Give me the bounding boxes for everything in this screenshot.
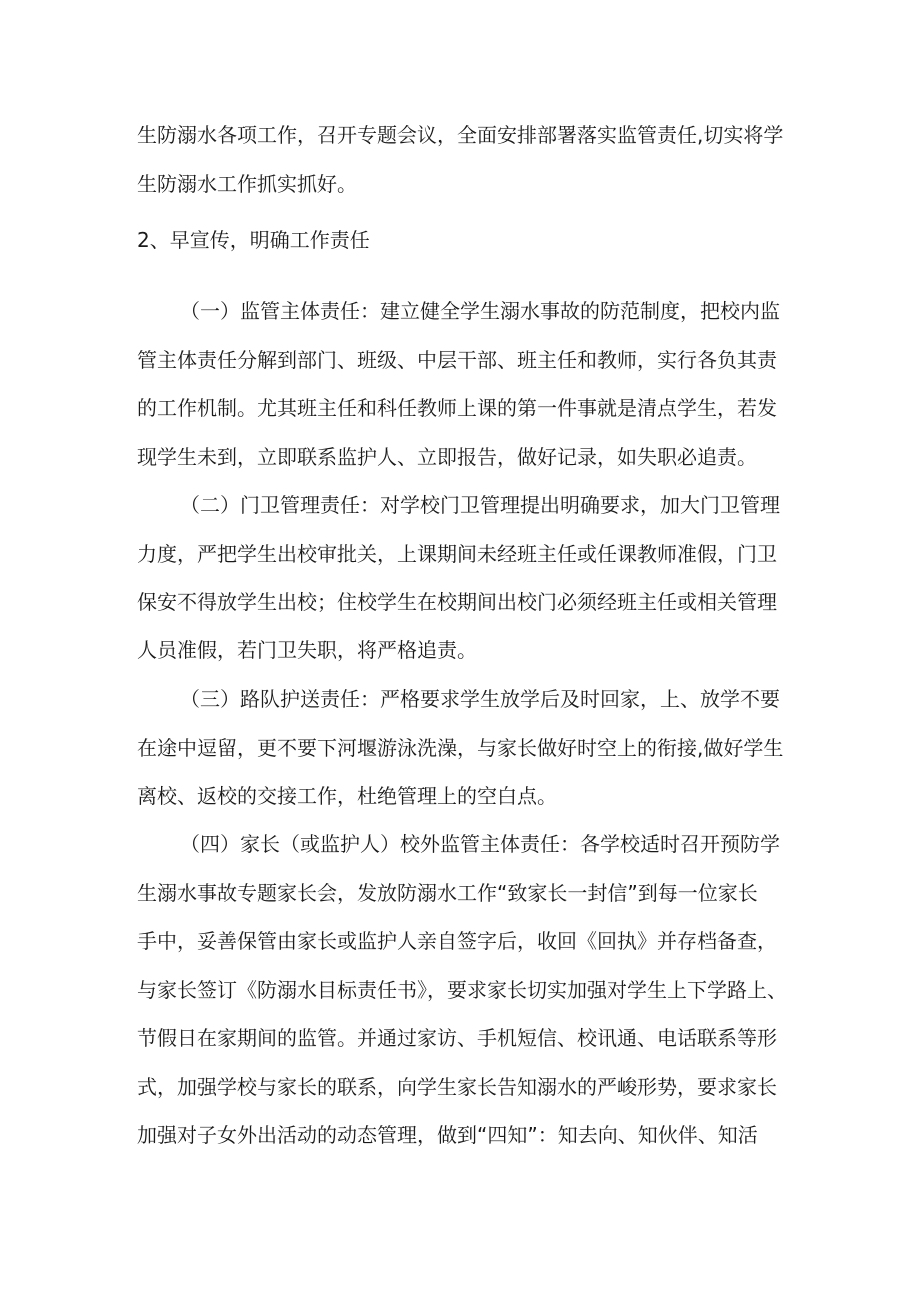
section-heading: 2、早宣传，明确工作责任 (137, 228, 370, 252)
text-line: 现学生未到，立即联系监护人、立即报告，做好记录，如失职必追责。 (137, 445, 757, 469)
text-line: 的工作机制。尤其班主任和科任教师上课的第一件事就是清点学生，若发 (137, 396, 777, 420)
text-line: 在途中逗留，更不要下河堰游泳洗澡，与家长做好时空上的衔接,做好学生 (137, 736, 784, 760)
text-line: （三）路队护送责任：严格要求学生放学后及时回家，上、放学不要 (180, 687, 780, 711)
text-line: 生防溺水各项工作，召开专题会议，全面安排部署落实监管责任,切实将学 (137, 123, 784, 147)
text-line: 生防溺水工作抓实抓好。 (137, 172, 357, 196)
text-line: 力度，严把学生出校审批关，上课期间未经班主任或任课教师准假，门卫 (137, 542, 777, 566)
text-line: （四）家长（或监护人）校外监管主体责任：各学校适时召开预防学 (180, 832, 780, 856)
text-line: 手中，妥善保管由家长或监护人亲自签字后，收回《回执》并存档备查， (137, 929, 777, 953)
text-line: 节假日在家期间的监管。并通过家访、手机短信、校讯通、电话联系等形 (137, 1026, 777, 1050)
text-line: （一）监管主体责任：建立健全学生溺水事故的防范制度，把校内监 (180, 299, 780, 323)
text-line: 式，加强学校与家长的联系，向学生家长告知溺水的严峻形势，要求家长 (137, 1075, 777, 1099)
text-line: 人员准假，若门卫失职，将严格追责。 (137, 638, 477, 662)
text-line: 离校、返校的交接工作，杜绝管理上的空白点。 (137, 784, 557, 808)
text-line: 保安不得放学生出校；住校学生在校期间出校门必须经班主任或相关管理 (137, 590, 777, 614)
text-line: 加强对子女外出活动的动态管理，做到“四知”：知去向、知伙伴、知活 (137, 1123, 758, 1147)
text-line: 生溺水事故专题家长会，发放防溺水工作“致家长一封信”到每一位家长 (137, 881, 758, 905)
text-line: 管主体责任分解到部门、班级、中层干部、班主任和教师，实行各负其责 (137, 348, 777, 372)
text-line: 与家长签订《防溺水目标责任书》，要求家长切实加强对学生上下学路上、 (137, 978, 787, 1002)
text-line: （二）门卫管理责任：对学校门卫管理提出明确要求，加大门卫管理 (180, 493, 780, 517)
